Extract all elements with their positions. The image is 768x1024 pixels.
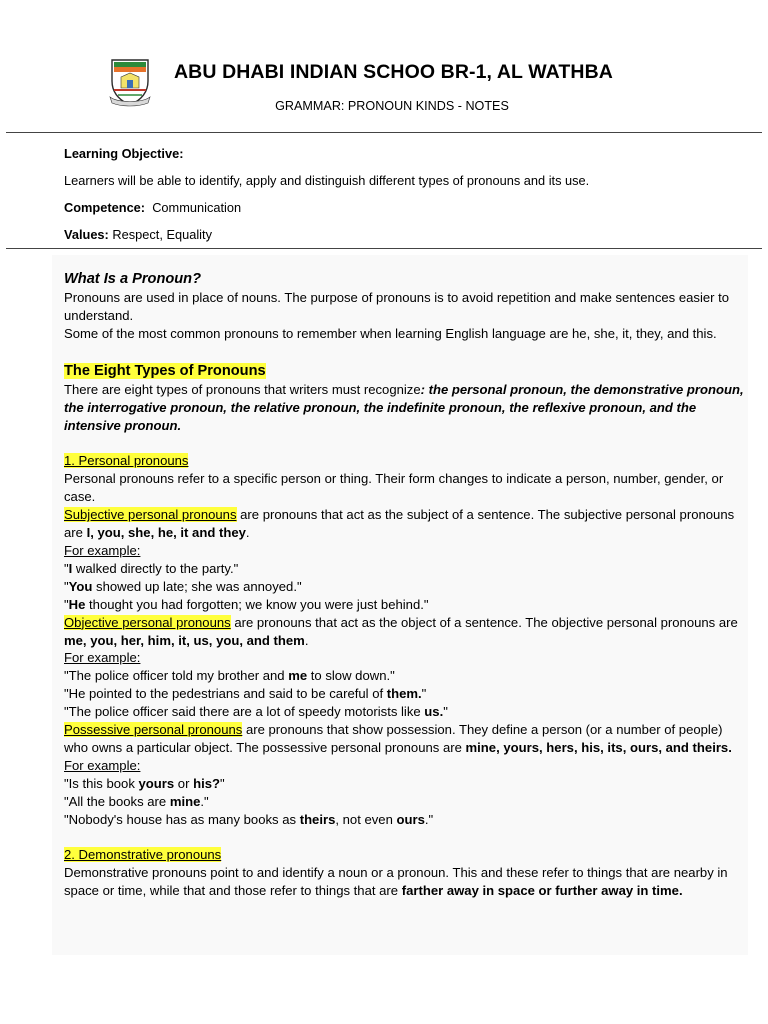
school-title: ABU DHABI INDIAN SCHOO BR-1, AL WATHBA bbox=[174, 61, 613, 83]
objective-example-label: For example: bbox=[64, 650, 141, 666]
header-divider bbox=[6, 132, 762, 133]
notes-body bbox=[52, 255, 748, 955]
document-subtitle: GRAMMAR: PRONOUN KINDS - NOTES bbox=[275, 99, 509, 113]
values-label: Values: bbox=[64, 227, 109, 242]
possessive-term: Possessive personal pronouns bbox=[64, 722, 243, 738]
demonstrative-desc: Demonstrative pronouns point to and identify a noun or a pronoun. This and these refer to things that are nearby in space or time, while that and those refer to things that are farther away in space or further away in time. bbox=[64, 865, 728, 899]
objective-term: Objective personal pronouns bbox=[64, 614, 231, 630]
subjective-definition: Subjective personal pronouns are pronouns that act as the subject of a sentence. The subjective personal pronouns are I, you, she, he, it and they. bbox=[64, 507, 735, 541]
possessive-example: "All the books are mine." bbox=[64, 793, 209, 809]
possessive-example: "Is this book yours or his?" bbox=[64, 775, 225, 791]
values-line bbox=[64, 221, 744, 248]
subjective-term: Subjective personal pronouns bbox=[64, 507, 237, 523]
what-is-paragraph-2: Some of the most common pronouns to remember when learning English language are he, she, it, they, and this. bbox=[64, 325, 717, 341]
competence-label: Competence: bbox=[64, 200, 146, 215]
personal-pronouns-desc: Personal pronouns refer to a specific person or thing. Their form changes to indicate a person, number, gender, or case. bbox=[64, 471, 724, 505]
objective-example: "The police officer said there are a lot of speedy motorists like us." bbox=[64, 704, 448, 720]
objective-definition: Objective personal pronouns are pronouns that act as the object of a sentence. The objective personal pronouns are me, you, her, him, it, us, you, and them. bbox=[64, 614, 738, 648]
what-is-pronoun-heading: What Is a Pronoun? bbox=[64, 271, 202, 287]
competence-line bbox=[64, 194, 744, 221]
personal-pronouns-heading: 1. Personal pronouns bbox=[64, 453, 189, 469]
possessive-example-label: For example: bbox=[64, 757, 141, 773]
competence-value: Communication bbox=[152, 200, 242, 215]
objective-example: "He pointed to the pedestrians and said to be careful of them." bbox=[64, 686, 427, 702]
possessive-example: "Nobody's house has as many books as theirs, not even ours." bbox=[64, 811, 434, 827]
subjective-example: "I walked directly to the party." bbox=[64, 560, 239, 576]
learning-objective-text: Learners will be able to identify, apply and distinguish different types of pronouns and its use. bbox=[64, 173, 590, 188]
objectives-section bbox=[64, 140, 744, 248]
demonstrative-pronouns-heading: 2. Demonstrative pronouns bbox=[64, 847, 222, 863]
learning-objective-label: Learning Objective: bbox=[64, 146, 184, 161]
eight-types-heading: The Eight Types of Pronouns bbox=[64, 362, 266, 379]
possessive-definition: Possessive personal pronouns are pronouns that show possession. They define a person (or a number of people) who owns a particular object. The possessive personal pronouns are mine, yours, hers, his, its, ours, and theirs. bbox=[64, 722, 732, 755]
eight-types-intro: There are eight types of pronouns that writers must recognize: the personal pronoun, the demonstrative pronoun, the interrogative pronoun, the relative pronoun, the indefinite pronoun, the reflexive pronoun, and the intensive pronoun. bbox=[64, 381, 744, 433]
subjective-example: "You showed up late; she was annoyed." bbox=[64, 578, 302, 594]
subjective-example: "He thought you had forgotten; we know you were just behind." bbox=[64, 596, 429, 612]
objective-example: "The police officer told my brother and me to slow down." bbox=[64, 668, 395, 684]
subjective-example-label: For example: bbox=[64, 542, 141, 558]
what-is-paragraph-1: Pronouns are used in place of nouns. The purpose of pronouns is to avoid repetition and make sentences easier to understand. bbox=[64, 290, 730, 323]
objectives-divider bbox=[6, 248, 762, 249]
values-value: Respect, Equality bbox=[112, 227, 212, 242]
document-header bbox=[0, 0, 768, 132]
